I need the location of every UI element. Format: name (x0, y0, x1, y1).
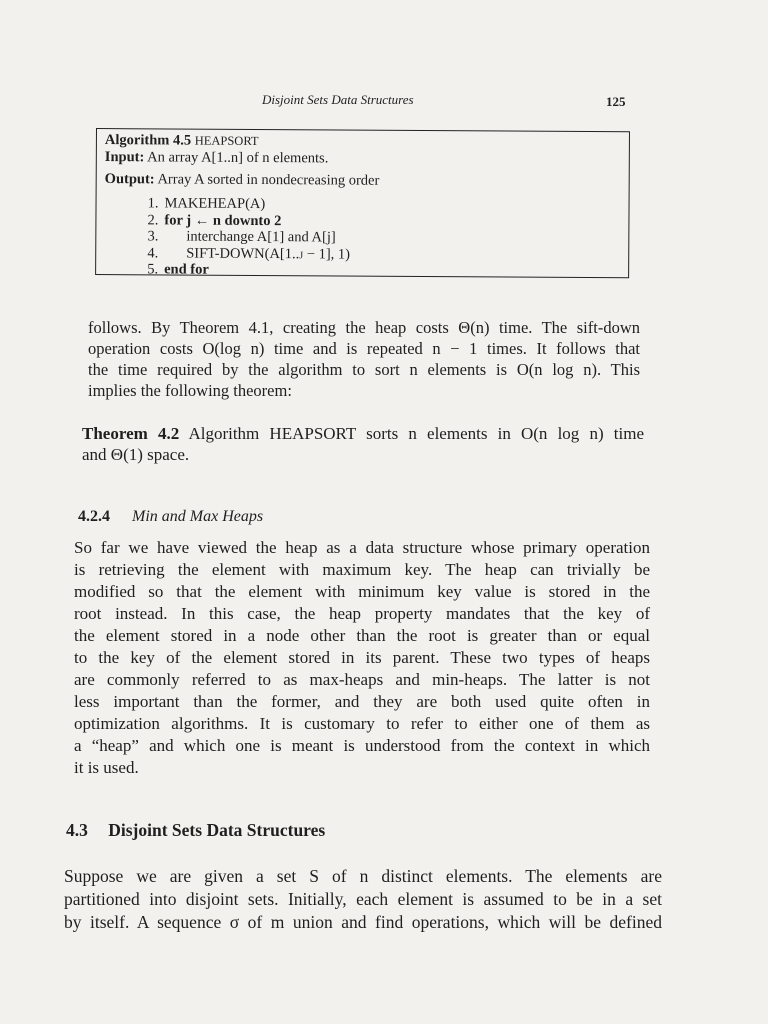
theorem-line: and Θ(1) space. (82, 445, 190, 464)
step-number: 3. (147, 228, 159, 245)
algorithm-label: Algorithm 4.5 (104, 132, 192, 149)
text-line: follows. By Theorem 4.1, creating the heap costs Θ(n) time. The sift-down (88, 318, 640, 337)
text-line: partitioned into disjoint sets. Initially, each element is assumed to be in a set (64, 889, 662, 909)
text-line: a “heap” and which one is meant is understood from the context in which (74, 736, 650, 755)
step-text: end for (164, 261, 209, 278)
step-number: 5. (147, 261, 159, 278)
algorithm-steps (136, 195, 350, 279)
paragraph-disjoint-sets-intro (64, 866, 662, 935)
text-line: implies the following theorem: (88, 381, 292, 400)
subsection-number: 4.2.4 (78, 508, 110, 525)
step-text: SIFT-DOWN(A[1..j − 1], 1) (186, 245, 351, 263)
step-text: interchange A[1] and A[j] (186, 228, 336, 246)
algorithm-step (136, 245, 350, 263)
algorithm-step (136, 261, 350, 279)
step-number: 2. (147, 211, 159, 228)
theorem-text: Algorithm HEAPSORT sorts n elements in O(n log n) time (188, 424, 645, 443)
input-text: An array A[1..n] of n elements. (147, 149, 329, 167)
text-line: the element stored in a node other than the root is greater than or equal (74, 626, 650, 645)
paragraph-heapsort-analysis (88, 318, 640, 402)
algorithm-name: HEAPSORT (194, 133, 259, 148)
text-line: it is used. (74, 758, 139, 777)
step-text: MAKEHEAP(A) (164, 195, 266, 213)
text-line: modified so that the element with minimum key value is stored in the (74, 582, 650, 601)
text-line: operation costs O(log n) time and is repeated n − 1 times. It follows that (88, 339, 640, 358)
output-label: Output: (104, 171, 155, 188)
input-label: Input: (104, 149, 145, 166)
section-title: Disjoint Sets Data Structures (108, 820, 326, 840)
algorithm-title (105, 132, 259, 150)
step-text: for j ← n downto 2 (164, 211, 282, 229)
step-number: 4. (147, 244, 159, 261)
algorithm-output (105, 171, 380, 190)
subsection-heading (78, 508, 263, 526)
section-number: 4.3 (66, 820, 88, 840)
algorithm-box (95, 128, 630, 278)
text-line: to the key of the element stored in its parent. These two types of heaps (74, 648, 650, 667)
text-line: So far we have viewed the heap as a data structure whose primary operation (74, 538, 650, 557)
algorithm-step (136, 228, 350, 246)
algorithm-step (136, 212, 350, 230)
text-line: are commonly referred to as max-heaps and min-heaps. The latter is not (74, 670, 650, 689)
algorithm-step (136, 195, 350, 213)
text-line: by itself. A sequence σ of m union and find operations, which will be defined (64, 912, 662, 932)
text-line: is retrieving the element with maximum key. The heap can trivially be (74, 560, 650, 579)
text-line: optimization algorithms. It is customary to refer to either one of them as (74, 714, 650, 733)
theorem-line (82, 424, 644, 445)
running-header-title: Disjoint Sets Data Structures (262, 92, 414, 107)
output-text: Array A sorted in nondecreasing order (157, 171, 380, 189)
algorithm-input (105, 149, 329, 167)
theorem-label: Theorem 4.2 (82, 424, 180, 443)
text-line: the time required by the algorithm to sort n elements is O(n log n). This (88, 360, 640, 379)
theorem-4-2 (82, 424, 644, 466)
text-line: less important than the former, and they are both used quite often in (74, 692, 650, 711)
text-line: Suppose we are given a set S of n distinct elements. The elements are (64, 866, 662, 886)
subsection-title: Min and Max Heaps (132, 508, 264, 525)
text-line: root instead. In this case, the heap property mandates that the key of (74, 604, 650, 623)
paragraph-min-max-heaps (74, 538, 650, 780)
section-heading (66, 820, 325, 841)
page-number: 125 (606, 94, 626, 109)
step-number: 1. (147, 195, 159, 212)
